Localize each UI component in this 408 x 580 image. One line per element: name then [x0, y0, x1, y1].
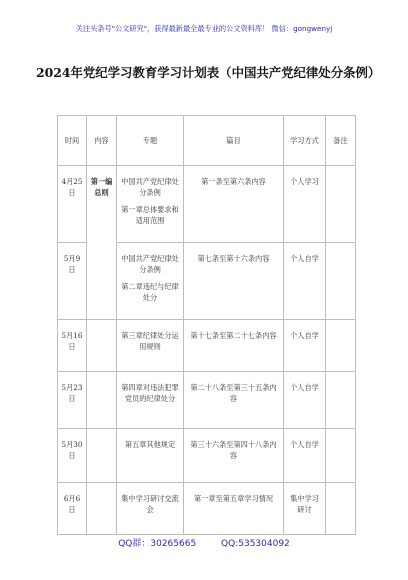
row-time: 5月9日	[58, 243, 87, 320]
row-time: 5月30日	[58, 429, 87, 483]
row-time: 4月25日	[58, 166, 87, 243]
topic-line: 第一章总体要求和适用范围	[121, 205, 179, 225]
study-plan-table	[57, 115, 356, 535]
row-note	[326, 429, 356, 483]
row-topic: 集中学习研讨交流会	[117, 483, 184, 535]
top-banner: 关注头条号"公文研究"，获得最新最全最专业的公文资料库！ 微信：gongwenyj	[75, 24, 333, 33]
row-content	[87, 429, 117, 483]
qq-contact-text: QQ:535304092	[221, 539, 290, 549]
row-note	[326, 243, 356, 320]
header-content: 内容	[87, 116, 117, 166]
row-note	[326, 320, 356, 372]
header-chapter: 篇目	[184, 116, 284, 166]
content-group-cell: 第一编总则	[87, 166, 117, 320]
row-chapter: 第二十八条至第三十五条内容	[184, 372, 284, 429]
header-note: 备注	[326, 116, 356, 166]
row-study-mode: 个人自学	[284, 320, 326, 372]
row-time: 5月16日	[58, 320, 87, 372]
row-time: 5月23日	[58, 372, 87, 429]
row-note	[326, 372, 356, 429]
topic-line: 第二章违纪与纪律处分	[121, 282, 179, 302]
table-row	[58, 429, 356, 483]
topic-line: 中国共产党纪律处分条例	[121, 254, 179, 274]
row-topic: 第四章对违法犯罪党员的纪律处分	[117, 372, 184, 429]
row-topic	[117, 243, 184, 320]
row-chapter: 第一章至第五章学习情况	[184, 483, 284, 535]
row-study-mode: 个人自学	[284, 243, 326, 320]
row-topic	[117, 166, 184, 243]
header-time: 时间	[58, 116, 87, 166]
table-row	[58, 483, 356, 535]
row-topic: 第五章其他规定	[117, 429, 184, 483]
row-content	[87, 483, 117, 535]
row-study-mode: 个人学习	[284, 166, 326, 243]
row-chapter: 第七条至第十六条内容	[184, 243, 284, 320]
header-topic: 专题	[117, 116, 184, 166]
table-header-row	[58, 116, 356, 166]
row-chapter: 第一条至第六条内容	[184, 166, 284, 243]
row-note	[326, 483, 356, 535]
row-study-mode: 个人自学	[284, 372, 326, 429]
row-chapter: 第十七条至第二十七条内容	[184, 320, 284, 372]
row-content	[87, 320, 117, 372]
table-row	[58, 166, 356, 243]
row-study-mode: 集中学习研讨	[284, 483, 326, 535]
table-row	[58, 372, 356, 429]
row-note	[326, 166, 356, 243]
header-study-mode: 学习方式	[284, 116, 326, 166]
table-row	[58, 320, 356, 372]
row-topic: 第三章纪律处分运用规则	[117, 320, 184, 372]
qq-group-text: QQ群：30265665	[118, 539, 197, 549]
row-study-mode: 个人自学	[284, 429, 326, 483]
topic-line: 中国共产党纪律处分条例	[121, 177, 179, 197]
document-title: 2024年党纪学习教育学习计划表（中国共产党纪律处分条例）	[36, 65, 381, 80]
row-content	[87, 372, 117, 429]
row-time: 6月6日	[58, 483, 87, 535]
row-chapter: 第三十六条至第四十八条内容	[184, 429, 284, 483]
contact-footer	[0, 536, 408, 549]
